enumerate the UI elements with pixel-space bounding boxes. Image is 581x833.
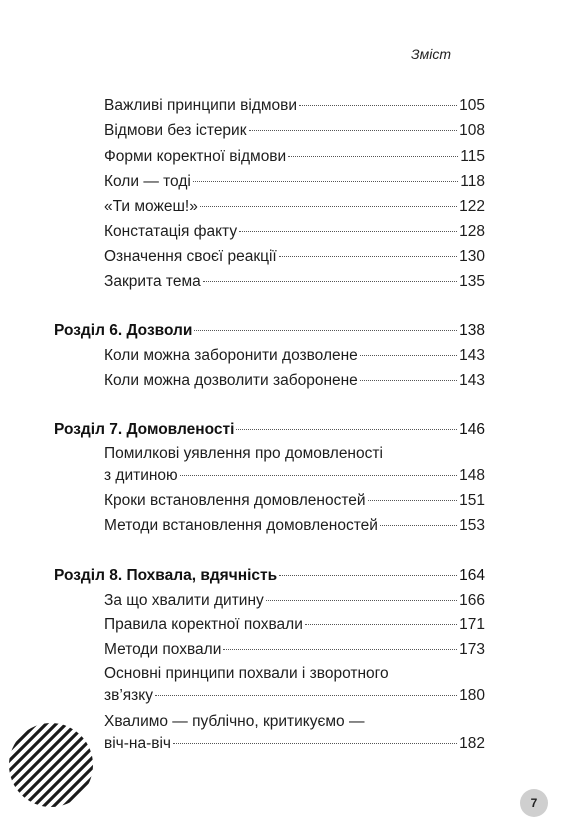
toc-chapter-title: Розділ 6. Дозволи [54,322,193,339]
page-number-badge: 7 [520,789,548,817]
toc-page-number: 173 [459,641,485,658]
dot-leader [155,695,457,696]
toc-entry-title: Важливі принципи відмови [104,97,298,114]
toc-page-number: 122 [459,198,485,215]
toc-entry[interactable] [104,196,485,218]
toc-page-number: 118 [460,173,485,190]
toc-page-number: 108 [459,122,485,139]
toc-entry-title: Форми коректної відмови [104,148,287,165]
toc-entry-title-line2: з дитиною [104,467,178,484]
toc-chapter[interactable] [54,419,485,441]
dot-leader [236,429,457,430]
dot-leader [173,743,457,744]
dot-leader [239,231,457,232]
toc-entry[interactable] [104,711,485,755]
toc-entry[interactable] [104,221,485,243]
toc-entry-title: За що хвалити дитину [104,592,264,609]
toc-page-number: 115 [460,148,485,165]
dot-leader [193,181,458,182]
dot-leader [360,380,457,381]
toc-entry[interactable] [104,146,485,168]
toc-page-number: 135 [459,273,485,290]
toc-page-number: 138 [459,322,485,339]
toc-entry[interactable] [104,515,485,537]
dot-leader [200,206,457,207]
toc-page-number: 143 [459,347,485,364]
toc-page-number: 151 [459,492,485,509]
toc-entry-title: Коли можна заборонити дозволене [104,347,358,364]
toc-page-number: 153 [459,517,485,534]
toc-entry-title: Методи похвали [104,641,222,658]
dot-leader [180,475,457,476]
toc-entry-title-line1: Основні принципи похвали і зворотного [104,665,389,682]
toc-entry-title-line2: віч-на-віч [104,735,172,752]
toc-entry-title: Коли — тоді [104,173,191,190]
toc-entry[interactable] [104,443,485,487]
toc-page-number: 164 [459,567,485,584]
toc-entry[interactable] [104,370,485,392]
toc-page-number: 166 [459,592,485,609]
striped-circle-decoration [8,722,94,808]
toc-page-number: 130 [459,248,485,265]
toc-entry-title-line2: зв’язку [104,687,153,704]
toc-entry-title: Коли можна дозволити заборонене [104,372,358,389]
toc-entry-title: Кроки встановлення домовленостей [104,492,366,509]
running-head: Зміст [411,46,451,62]
toc-entry-title: Відмови без істерик [104,122,247,139]
toc-chapter-title: Розділ 7. Домовленості [54,421,235,438]
dot-leader [223,649,457,650]
toc-page-number: 143 [459,372,485,389]
toc-entry[interactable] [104,345,485,367]
toc-page-number: 146 [459,421,485,438]
toc-page-number: 128 [459,223,485,240]
toc-entry-title-line1: Помилкові уявлення про домовленості [104,445,383,462]
dot-leader [360,355,457,356]
toc-page-number: 171 [459,616,485,633]
dot-leader [299,105,457,106]
toc-chapter[interactable] [54,565,485,587]
toc-entry[interactable] [104,590,485,612]
toc-entry[interactable] [104,614,485,636]
dot-leader [203,281,457,282]
toc-entry-title: Означення своєї реакції [104,248,277,265]
toc-entry-title: Констатація факту [104,223,238,240]
dot-leader [194,330,457,331]
dot-leader [279,575,457,576]
toc-chapter[interactable] [54,320,485,342]
toc-entry[interactable] [104,246,485,268]
toc-entry[interactable] [104,639,485,661]
dot-leader [380,525,457,526]
toc-page-number: 182 [459,735,485,752]
toc-entry[interactable] [104,663,485,707]
toc-entry-title: Правила коректної похвали [104,616,303,633]
dot-leader [288,156,458,157]
toc-entry[interactable] [104,271,485,293]
toc-page-number: 148 [459,467,485,484]
toc-page-number: 105 [459,97,485,114]
dot-leader [249,130,458,131]
toc-chapter-title: Розділ 8. Похвала, вдячність [54,567,278,584]
dot-leader [279,256,457,257]
dot-leader [368,500,458,501]
toc-entry-title-line1: Хвалимо — публічно, критикуємо — [104,713,365,730]
toc-entry-title: «Ти можеш!» [104,198,198,215]
toc-entry[interactable] [104,490,485,512]
toc-entry-title: Закрита тема [104,273,201,290]
toc-entry[interactable] [104,120,485,142]
toc-entry-title: Методи встановлення домовленостей [104,517,378,534]
dot-leader [305,624,457,625]
toc-entry[interactable] [104,95,485,117]
toc-entry[interactable] [104,171,485,193]
dot-leader [266,600,457,601]
toc-page-number: 180 [459,687,485,704]
